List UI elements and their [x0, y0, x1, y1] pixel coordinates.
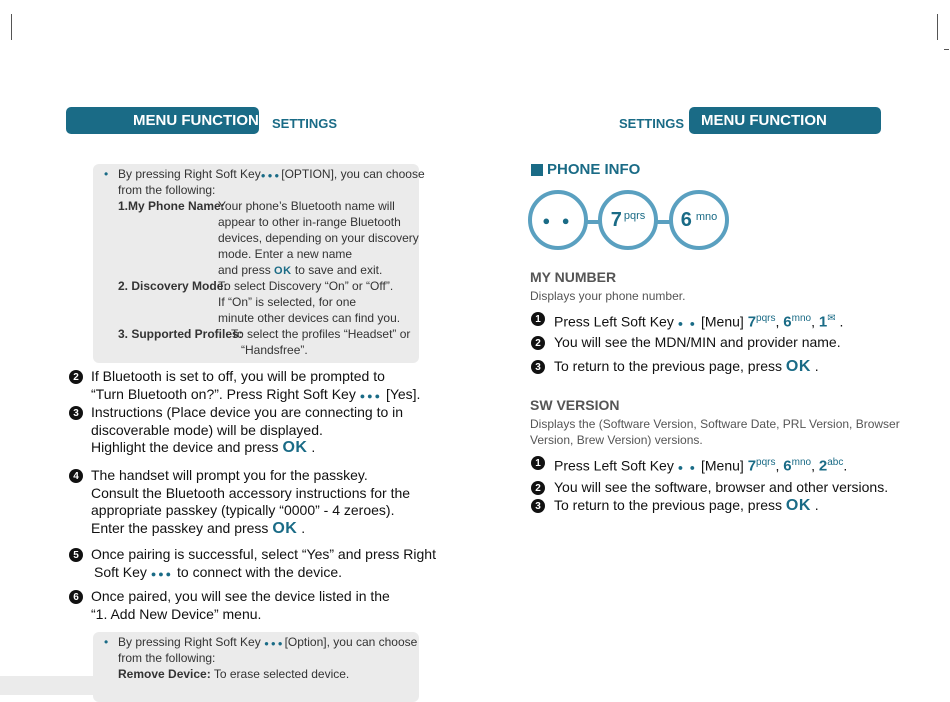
bullet-icon: • — [104, 167, 109, 181]
settings-label-right: SETTINGS — [619, 116, 685, 131]
key-7-circle — [598, 190, 658, 250]
option-label: 1.My Phone Name: — [118, 199, 225, 213]
settings-label-left: SETTINGS — [272, 116, 338, 131]
sw-version-heading: SW VERSION — [530, 397, 620, 413]
step-6 — [91, 588, 390, 623]
step-text: “1. Add New Device” menu. — [91, 605, 262, 622]
option-text: mode. Enter a new name — [218, 247, 353, 261]
step-number-1: 1 — [531, 312, 545, 326]
key-digit: 7 — [610, 208, 622, 231]
left-soft-key-icon: ● ● — [542, 212, 574, 228]
ok-key-icon: OK — [274, 265, 292, 277]
step-text: appropriate passkey (typically “0000” - 4 zeroes). — [91, 502, 395, 518]
key-letters: mno — [695, 211, 718, 223]
step-number-2: 2 — [531, 336, 545, 350]
step-text: [Menu] — [701, 457, 744, 474]
step-text: to connect with the device. — [177, 563, 343, 580]
description-text: Version, Brew Version) versions. — [530, 433, 703, 447]
key-letters: abc — [827, 457, 844, 468]
right-soft-key-icon: ●●● — [150, 568, 174, 579]
right-soft-key-icon: ●●● — [260, 171, 282, 180]
bullet-text: By pressing Right Soft Key — [118, 167, 261, 181]
step-text: To return to the previous page, press — [554, 497, 783, 513]
step-number-2: 2 — [69, 370, 83, 384]
step-text: To return to the previous page, press — [554, 358, 783, 374]
option-text: To erase selected device. — [213, 667, 350, 681]
step-number-3: 3 — [531, 499, 545, 513]
step-text: If Bluetooth is set to off, you will be prompted to — [91, 368, 385, 384]
step-text: Once pairing is successful, select “Yes” and press Right — [91, 546, 436, 562]
right-soft-key-icon: ●●● — [359, 390, 383, 401]
ok-key-icon: OK — [785, 497, 811, 514]
step-text: [Yes]. — [385, 385, 421, 402]
crop-mark-right-tick — [944, 49, 949, 50]
option-text: to save and exit. — [294, 263, 383, 277]
key-digit: 7 — [747, 313, 757, 331]
my-number-step-3: To return to the previous page, press OK . — [554, 358, 819, 375]
crop-mark-left — [11, 14, 12, 40]
option-label: 3. Supported Profiles: — [118, 327, 243, 341]
option-text: devices, depending on your discovery — [218, 231, 419, 245]
step-text: Press Left Soft Key — [554, 313, 674, 330]
key-letters: mno — [791, 313, 812, 324]
bullet-text: from the following: — [118, 183, 216, 197]
option-text: To select Discovery “On” or “Off”. — [218, 279, 394, 293]
my-number-heading: MY NUMBER — [530, 269, 617, 285]
key-digit: 6 — [783, 313, 792, 331]
sw-version-step-1: Press Left Soft Key ● ● [Menu] $7^{pqrs}$, $6^{mno}$, $2^{abc}$. — [554, 457, 848, 475]
ok-key-icon: OK — [272, 519, 298, 537]
option-text: To select the profiles “Headset” or — [231, 327, 411, 341]
right-soft-key-icon: ●●● — [264, 639, 285, 648]
section-square-icon — [531, 164, 543, 176]
option-label: 2. Discovery Mode: — [118, 279, 228, 293]
key-letters: pqrs — [623, 210, 646, 222]
option-text: “Handsfree”. — [241, 343, 308, 357]
step-text: Consult the Bluetooth accessory instructions for the — [91, 484, 411, 501]
sw-version-step-3: To return to the previous page, press OK . — [554, 497, 819, 514]
options-box-content — [104, 166, 425, 358]
voicemail-icon: ✉ — [827, 313, 836, 324]
bullet-text: [Option], you can choose — [284, 635, 418, 649]
menu-function-tab-left — [66, 107, 259, 134]
step-text: Once paired, you will see the device listed in the — [91, 588, 390, 604]
step-2 — [91, 368, 420, 405]
device-options-box — [93, 632, 419, 702]
option-text: appear to other in-range Bluetooth — [218, 215, 401, 229]
step-text: The handset will prompt you for the passkey. — [91, 467, 368, 483]
menu-function-label: MENU FUNCTION — [133, 112, 259, 129]
step-3: Instructions (Place device you are connecting to in discoverable mode) will be displayed. Highlight the device and press OK . — [91, 404, 404, 456]
step-number-6: 6 — [69, 590, 83, 604]
step-number-3: 3 — [531, 360, 545, 374]
key-digit: 2 — [818, 457, 828, 475]
bullet-icon: • — [104, 635, 109, 649]
bullet-text: from the following: — [118, 651, 216, 665]
step-number-4: 4 — [69, 469, 83, 483]
my-number-step-2: You will see the MDN/MIN and provider name. — [554, 334, 841, 350]
soft-key-circle — [528, 190, 588, 250]
option-label: Remove Device: — [118, 667, 211, 681]
option-text: minute other devices can find you. — [218, 311, 401, 325]
step-text: “Turn Bluetooth on?”. Press Right Soft Key — [91, 385, 356, 402]
my-number-step-1: Press Left Soft Key ● ● [Menu] $7^{pqrs}$, $6^{mno}$, 1✉ . — [554, 313, 844, 331]
description-text: Displays the (Software Version, Software Date, PRL Version, Browser — [530, 417, 900, 431]
ok-key-icon: OK — [785, 358, 811, 375]
sw-version-step-2: You will see the software, browser and other versions. — [554, 479, 889, 495]
left-soft-key-icon: ● ● — [677, 318, 698, 329]
step-number-2: 2 — [531, 481, 545, 495]
step-number-1: 1 — [531, 456, 545, 470]
step-text: Highlight the device and press — [91, 439, 279, 455]
key-digit: 1 — [818, 313, 828, 331]
ok-key-icon: OK — [282, 439, 308, 456]
key-letters: mno — [791, 457, 812, 468]
left-soft-key-icon: ● ● — [677, 462, 698, 473]
my-number-description: Displays your phone number. — [530, 289, 686, 303]
key-digit: 7 — [747, 457, 757, 475]
key-6-circle — [669, 190, 729, 250]
key-letters: pqrs — [756, 457, 776, 468]
step-text: Instructions (Place device you are connecting to in — [91, 404, 404, 420]
bottom-shade — [0, 676, 93, 695]
option-text: and press — [218, 263, 271, 277]
key-letters: pqrs — [756, 313, 776, 324]
menu-function-label: MENU FUNCTION — [701, 112, 827, 129]
step-text: Press Left Soft Key — [554, 457, 674, 474]
option-text: Your phone’s Bluetooth name will — [218, 199, 395, 213]
phone-info-heading: PHONE INFO — [547, 161, 641, 178]
bullet-text: [OPTION], you can choose — [281, 167, 425, 181]
step-text: discoverable mode) will be displayed. — [91, 421, 323, 438]
step-text: [Menu] — [701, 313, 744, 330]
step-4: The handset will prompt you for the passkey. Consult the Bluetooth accessory instructions for the appropriate passkey (typically “0000” - 4 zeroes). Enter the passkey and press OK . — [91, 467, 411, 537]
step-5 — [91, 546, 436, 583]
step-number-5: 5 — [69, 548, 83, 562]
key-digit: 6 — [783, 457, 792, 475]
menu-function-tab-right — [689, 107, 881, 134]
step-text: Soft Key — [94, 563, 147, 580]
option-text: If “On” is selected, for one — [218, 295, 357, 309]
bullet-text: By pressing Right Soft Key — [118, 635, 261, 649]
key-digit: 6 — [680, 208, 692, 231]
sw-version-description — [530, 416, 900, 448]
crop-mark-right — [937, 14, 938, 40]
step-number-3: 3 — [69, 406, 83, 420]
step-text: Enter the passkey and press — [91, 519, 269, 536]
